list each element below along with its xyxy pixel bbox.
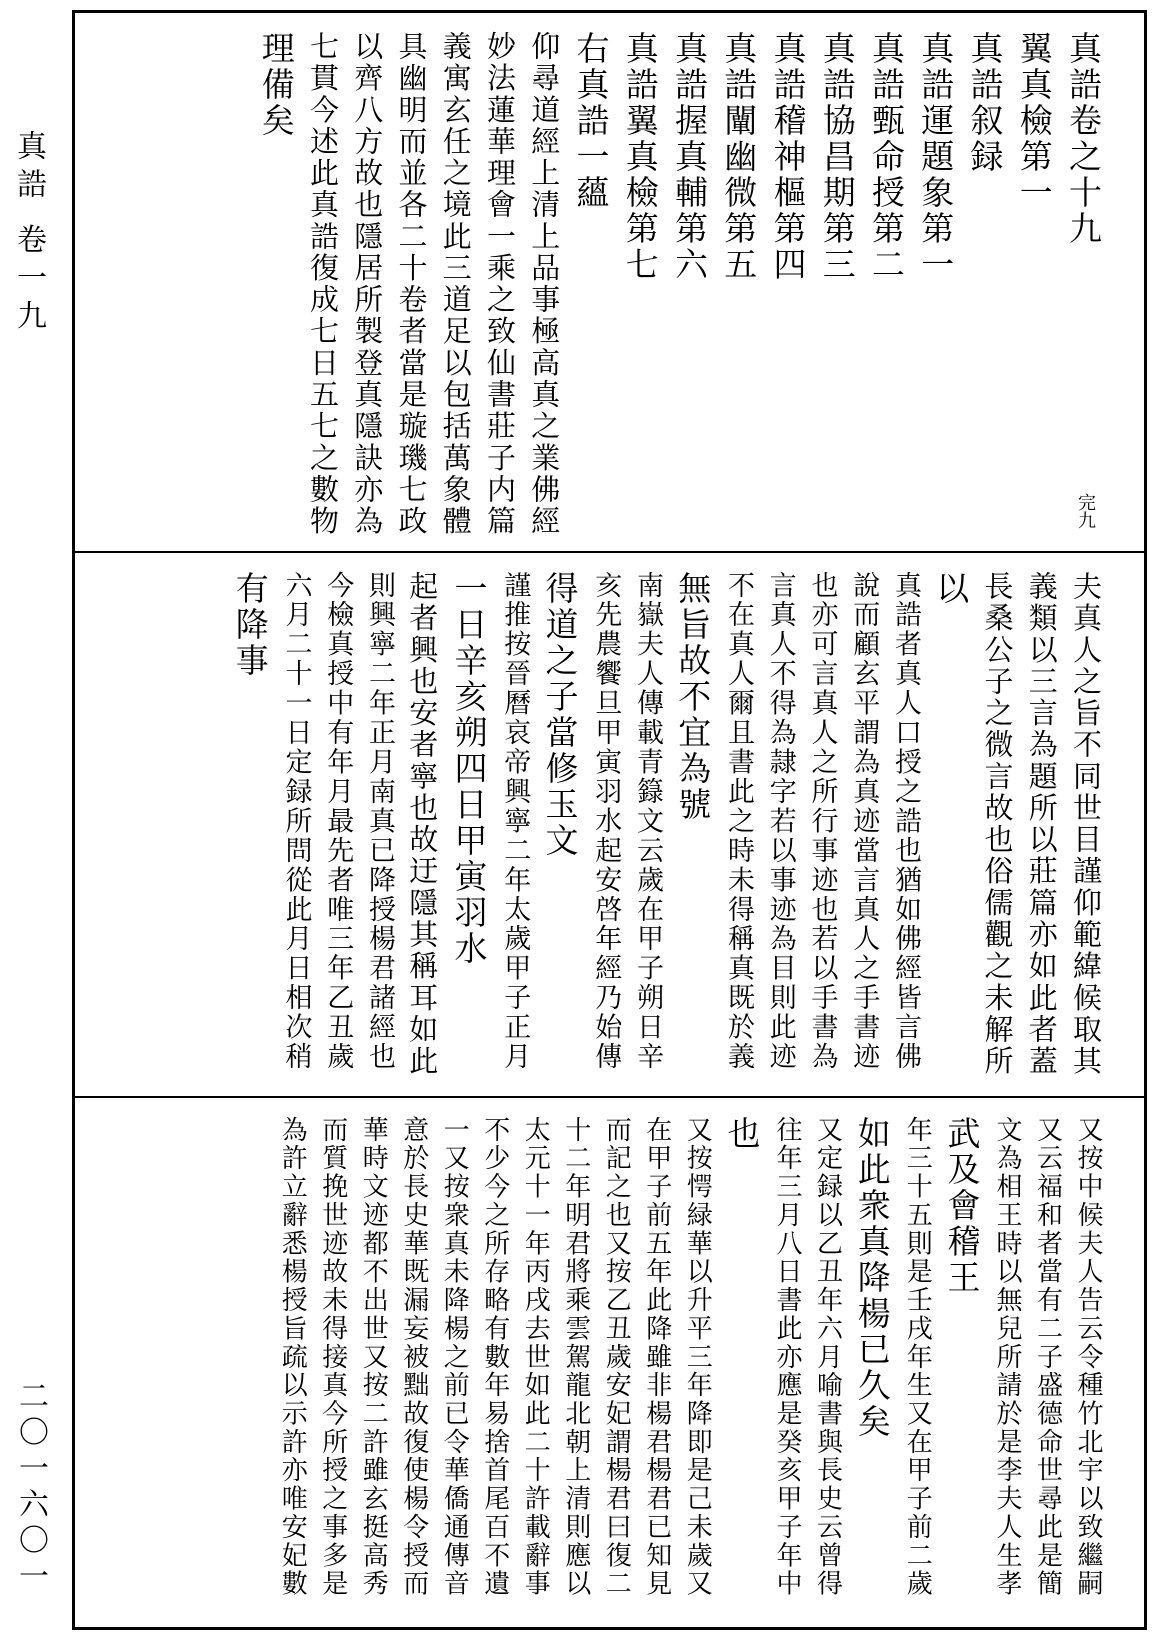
text-column: 說而顧玄平謂為真迹當言真人之手書迹 — [848, 571, 880, 1072]
text-column: 六月二十一日定録所問從此月日相次稍 — [280, 571, 312, 1072]
text-column: 真誥運題象第一 — [916, 31, 956, 283]
text-column: 則興寧二年正月南真已降授楊君諸經也 — [364, 571, 395, 1072]
text-column: 又按愕緑華以升平三年降即是己未歲又 — [682, 1116, 713, 1599]
text-column: 有降事 — [230, 571, 270, 679]
text-column: 也亦可言真人之所行事迹也若以手書為 — [806, 571, 838, 1072]
margin-book-title: 真誥 卷一九 — [11, 130, 46, 338]
text-column: 不少今之所存略有數年易捨首尾百不遺 — [479, 1116, 510, 1599]
text-column: 年三十五則是壬戌年生又在甲子前二歲 — [902, 1116, 933, 1599]
text-columns-top — [125, 31, 1104, 537]
text-column: 真誥甄命授第二 — [867, 31, 906, 283]
text-column: 亥先農饗旦甲寅羽水起安啓年經乃始傳 — [590, 571, 622, 1072]
text-column: 以 — [931, 571, 971, 607]
text-column: 真誥協昌期第三 — [817, 31, 857, 283]
text-column: 太元十一年丙戌去世如此二十許載辭事 — [520, 1116, 551, 1599]
text-column: 翼真檢第一 — [1014, 31, 1054, 211]
text-column: 為許立辭悉楊授旨疏以示許亦唯安妃數 — [277, 1116, 308, 1599]
text-column: 華時文迹都不出世又按二許雖玄挺高秀 — [358, 1116, 389, 1599]
text-column: 七貫今述此真誥復成七日五七之數物 — [306, 31, 340, 537]
text-column: 具幽明而並各二十卷者當是璇璣七政 — [394, 31, 429, 537]
text-column: 義類以三言為題所以莊篇亦如此者蓋 — [1024, 571, 1059, 1078]
text-column: 在甲子前五年此降雖非楊君楊君已知見 — [641, 1116, 672, 1599]
text-columns-bottom — [125, 1116, 1104, 1615]
text-column: 又定録以乙丑年六月喻書與長史云曾得 — [812, 1116, 843, 1599]
text-column: 也 — [722, 1116, 762, 1152]
text-column: 夫真人之旨不同世目謹仰範緯候取其 — [1069, 571, 1103, 1078]
text-column: 真誥者真人口授之誥也猶如佛經皆言佛 — [890, 571, 921, 1072]
text-column: 真誥闡幽微第五 — [719, 31, 759, 283]
corner-mark: 完九 — [1075, 493, 1096, 529]
text-column: 真誥握真輔第六 — [670, 31, 709, 283]
text-column: 如此衆真降楊已久矣 — [852, 1116, 892, 1440]
text-column: 不在真人爾且書此之時未得稱真既於義 — [723, 571, 754, 1072]
text-column: 謹推按晉曆哀帝興寧二年太歲甲子正月 — [499, 571, 531, 1072]
text-columns-middle — [125, 571, 1104, 1082]
text-column: 又云福和者當有二子盛德命世尋此是簡 — [1032, 1116, 1063, 1599]
text-column: 右真誥一蘊 — [571, 31, 611, 211]
text-column: 又按中候夫人告云令種竹北宇以致繼嗣 — [1073, 1116, 1103, 1599]
text-column: 真誥翼真檢第七 — [620, 31, 660, 283]
text-column: 十二年明君將乘雲駕龍北朝上清則應以 — [560, 1116, 591, 1599]
text-column: 無旨故不宜為號 — [673, 571, 713, 823]
text-column: 文為相王時以無兒所請於是李夫人生孝 — [992, 1116, 1022, 1599]
page-band-middle — [75, 553, 1144, 1098]
text-column: 仰尋道經上清上品事極高真之業佛經 — [527, 31, 562, 537]
text-column: 真誥叙録 — [965, 31, 1005, 175]
text-column: 起者興也安者寧也故迂隱其稱耳如此 — [405, 571, 440, 1078]
text-column: 而質挽世迹故未得接真今所授之事多是 — [317, 1116, 348, 1599]
text-column: 真誥卷之十九 — [1064, 31, 1103, 247]
page-band-top — [75, 13, 1144, 553]
text-column: 長桑公子之微言故也俗儒觀之未解所 — [980, 571, 1015, 1078]
text-column: 一日辛亥朔四日甲寅羽水 — [449, 571, 489, 967]
text-column: 言真人不得為隷字若以事迹為目則此迹 — [764, 571, 796, 1072]
text-column: 武及會稽王 — [942, 1116, 982, 1296]
text-column: 而記之也又按乙丑歲安妃謂楊君曰復二 — [601, 1116, 632, 1599]
text-column: 理備矣 — [256, 31, 296, 139]
text-column: 義寓玄任之境此三道足以包括萬象體 — [438, 31, 473, 537]
text-column: 得道之子當修玉文 — [540, 571, 580, 859]
text-column: 南嶽夫人傳載青籙文云歲在甲子朔日辛 — [632, 571, 663, 1072]
text-column: 今檢真授中有年月最先者唯三年乙丑歲 — [322, 571, 354, 1072]
text-column: 以齊八方故也隱居所製登真隱訣亦為 — [350, 31, 385, 537]
text-column: 往年三月八日書此亦應是癸亥甲子年中 — [772, 1116, 802, 1599]
text-column: 妙法蓮華理會一乘之致仙書莊子内篇 — [483, 31, 517, 537]
page-band-bottom — [75, 1098, 1144, 1629]
scripture-page — [72, 10, 1147, 1630]
text-column: 真誥稽神樞第四 — [768, 31, 808, 283]
text-column: 一又按衆真未降楊之前已令華僑通傳音 — [439, 1116, 470, 1599]
margin-page-number: 二〇一六〇一 — [13, 1380, 48, 1596]
text-column: 意於長史華既漏妄被黜故復使楊令授而 — [398, 1116, 429, 1599]
